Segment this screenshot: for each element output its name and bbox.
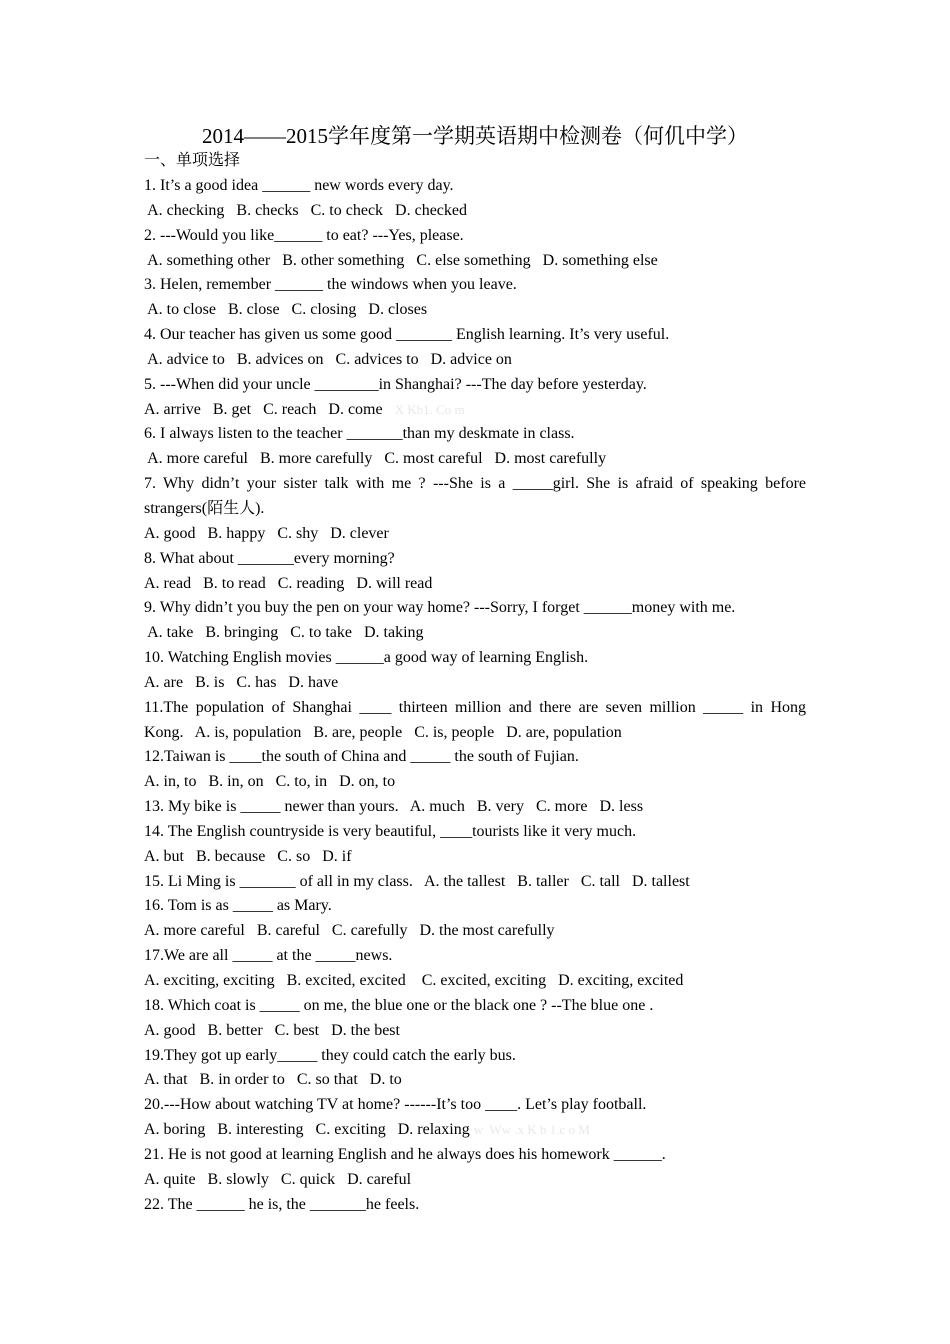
question-line: 3. Helen, remember ______ the windows when you leave. bbox=[144, 276, 517, 294]
question-line: 11.The population of Shanghai ____ thirteen million and there are seven million _____ in Hong bbox=[144, 698, 806, 716]
question-line: 2. ---Would you like______ to eat? ---Yes, please. bbox=[144, 226, 464, 244]
question-line: 6. I always listen to the teacher _______than my deskmate in class. bbox=[144, 425, 575, 443]
watermark-text: w Ww .x K b 1.c o M bbox=[473, 1122, 590, 1138]
options-line-with-watermark bbox=[144, 398, 806, 423]
question-line: 9. Why didn’t you buy the pen on your way home? ---Sorry, I forget ______money with me. bbox=[144, 599, 736, 617]
question-line: 13. My bike is _____ newer than yours. A. much B. very C. more D. less bbox=[144, 798, 644, 816]
options-text: A. boring B. interesting C. exciting D. relaxing bbox=[144, 1121, 470, 1139]
question-line: 12.Taiwan is ____the south of China and _____ the south of Fujian. bbox=[144, 748, 579, 766]
options-line: A. are B. is C. has D. have bbox=[144, 673, 339, 691]
question-line: 18. Which coat is _____ on me, the blue one or the black one ? --The blue one . bbox=[144, 996, 654, 1014]
question-line-continued: strangers(陌生人). bbox=[144, 499, 265, 517]
options-line-with-watermark bbox=[144, 1118, 806, 1143]
options-text: A. arrive B. get C. reach D. come bbox=[144, 400, 383, 418]
options-line: A. in, to B. in, on C. to, in D. on, to bbox=[144, 773, 396, 791]
question-line: 21. He is not good at learning English and he always does his homework ______. bbox=[144, 1145, 666, 1163]
question-line: 4. Our teacher has given us some good _______ English learning. It’s very useful. bbox=[144, 326, 670, 344]
options-line: A. to close B. close C. closing D. closes bbox=[144, 301, 428, 319]
options-line: A. take B. bringing C. to take D. taking bbox=[144, 624, 424, 642]
options-line: A. good B. better C. best D. the best bbox=[144, 1021, 400, 1039]
options-line: A. something other B. other something C. else something D. something else bbox=[144, 251, 658, 269]
question-line: 10. Watching English movies ______a good way of learning English. bbox=[144, 649, 589, 667]
question-line: 20.---How about watching TV at home? ------It’s too ____. Let’s play football. bbox=[144, 1096, 647, 1114]
section-heading: 一、单项选择 bbox=[144, 152, 241, 169]
options-line: A. but B. because C. so D. if bbox=[144, 847, 352, 865]
question-line-continued: Kong. A. is, population B. are, people C. is, people D. are, population bbox=[144, 723, 622, 741]
question-line: 14. The English countryside is very beautiful, ____tourists like it very much. bbox=[144, 822, 637, 840]
options-line: A. more careful B. more carefully C. most careful D. most carefully bbox=[144, 450, 607, 468]
question-line: 16. Tom is as _____ as Mary. bbox=[144, 897, 332, 915]
question-line: 19.They got up early_____ they could catch the early bus. bbox=[144, 1046, 516, 1064]
options-line: A. exciting, exciting B. excited, excited C. excited, exciting D. exciting, excited bbox=[144, 972, 684, 989]
options-line: A. read B. to read C. reading D. will read bbox=[144, 574, 433, 592]
question-line: 7. Why didn’t your sister talk with me ? ---She is a _____girl. She is afraid of speaking before bbox=[144, 475, 806, 493]
question-list bbox=[144, 174, 806, 1217]
question-line: 22. The ______ he is, the _______he feels. bbox=[144, 1195, 420, 1213]
options-line: A. checking B. checks C. to check D. checked bbox=[144, 201, 468, 219]
question-line: 8. What about _______every morning? bbox=[144, 549, 395, 567]
options-line: A. good B. happy C. shy D. clever bbox=[144, 524, 389, 542]
question-line: 5. ---When did your uncle ________in Shanghai? ---The day before yesterday. bbox=[144, 375, 647, 393]
options-line: A. advice to B. advices on C. advices to D. advice on bbox=[144, 350, 512, 368]
question-line: 15. Li Ming is _______ of all in my class. A. the tallest B. taller C. tall D. tallest bbox=[144, 872, 690, 890]
page-title: 2014——2015学年度第一学期英语期中检测卷（何仉中学） bbox=[202, 124, 748, 148]
options-line: A. that B. in order to C. so that D. to bbox=[144, 1071, 402, 1089]
options-line: A. more careful B. careful C. carefully D. the most carefully bbox=[144, 922, 555, 940]
watermark-text: X Kb1. Co m bbox=[394, 401, 465, 417]
question-line: 17.We are all _____ at the _____news. bbox=[144, 947, 393, 965]
question-line: 1. It’s a good idea ______ new words every day. bbox=[144, 177, 454, 194]
options-line: A. quite B. slowly C. quick D. careful bbox=[144, 1170, 412, 1188]
